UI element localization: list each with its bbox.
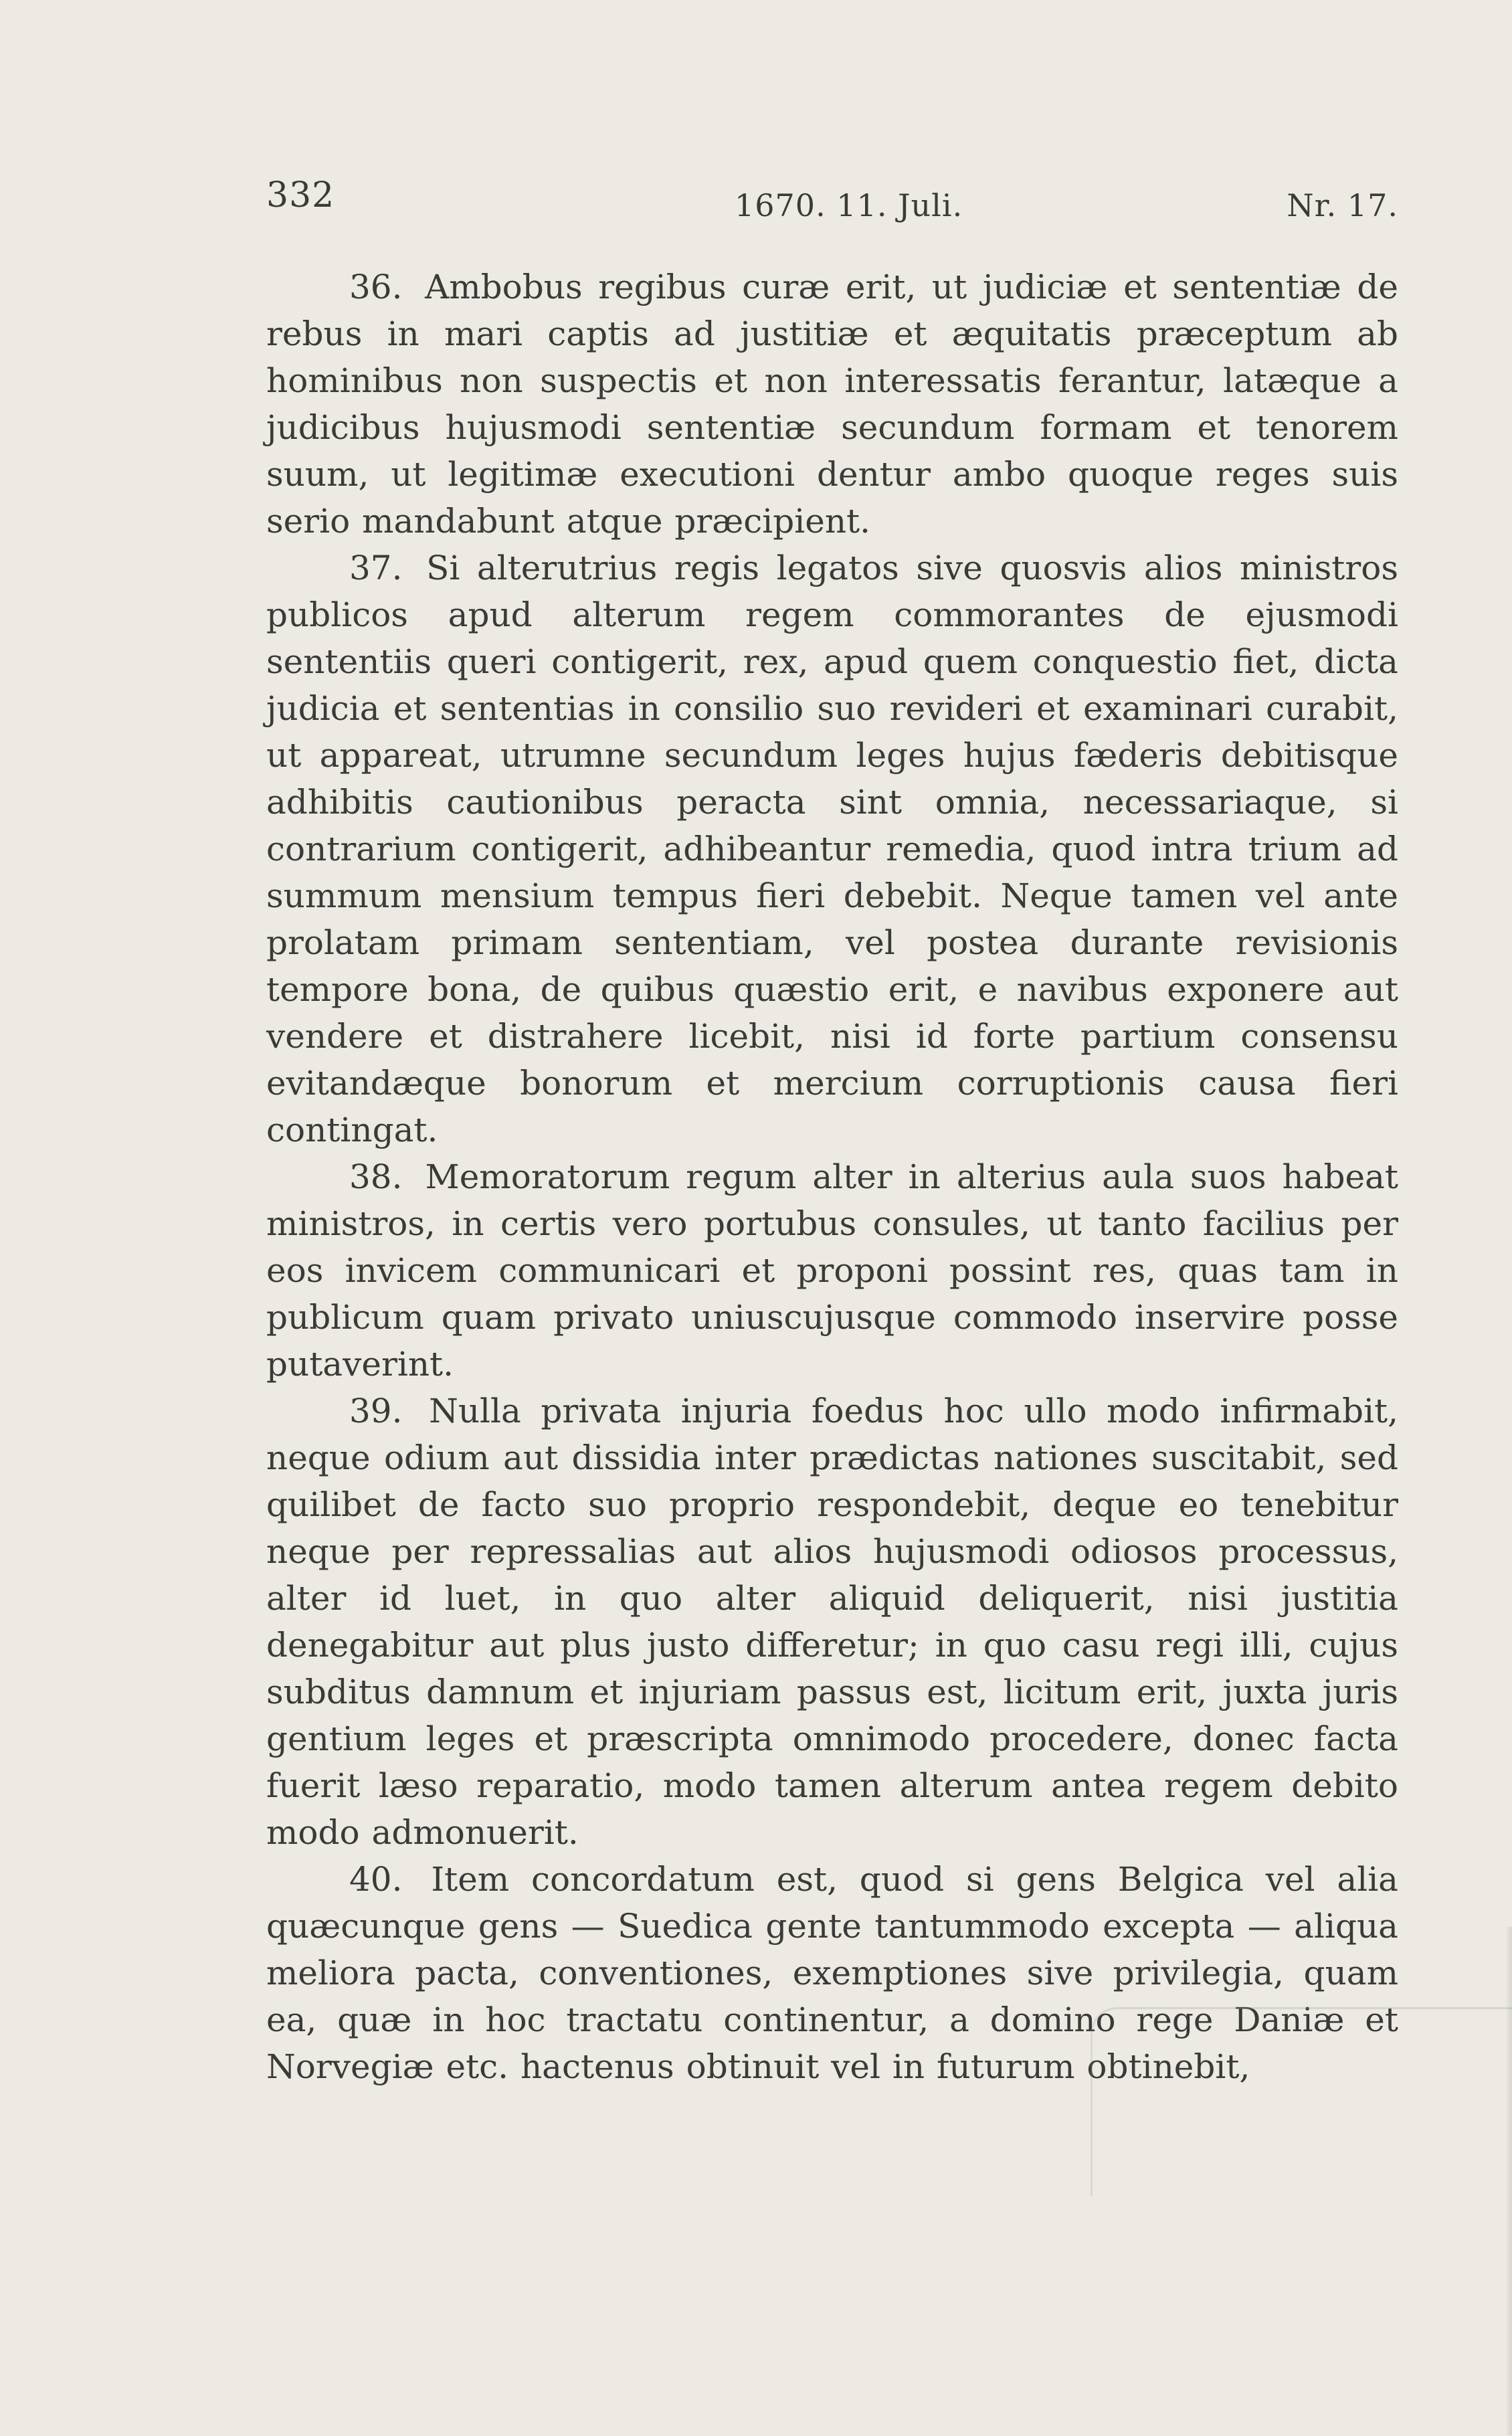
paragraph-36 [266,264,1398,545]
paragraph-38 [266,1153,1398,1388]
paragraph-text: Ambobus regibus curæ erit, ut judiciæ et sententiæ de rebus in mari captis ad justitiæ et æquitatis præceptum ab hominibus non suspectis et non interessatis ferantur, latæque a judicibus hujusmodi sententiæ secundum formam et tenorem suum, ut legitimæ executioni dentur ambo quoque reges suis serio mandabunt atque præcipient. [266,268,1398,541]
paragraph-37 [266,545,1398,1153]
paper-crease [1091,2007,1512,2196]
paragraph-number: 37. [349,549,403,587]
paragraph-number: 40. [349,1860,403,1899]
paragraph-text: Item concordatum est, quod si gens Belgica vel alia quæcunque gens — Suedica gente tantummodo excepta — aliqua meliora pacta, conventiones, exemptiones sive privilegia, quam ea, quæ in hoc tractatu continentur, a domino rege Daniæ et Norvegiæ etc. hactenus obtinuit vel in futurum obtinebit, [266,1860,1398,2086]
header-date: 1670. 11. Juli. [735,187,963,223]
paragraph-text: Si alterutrius regis legatos sive quosvis alios ministros publicos apud alterum regem commorantes de ejusmodi sententiis queri contigerit, rex, apud quem conquestio fiet, dicta judicia et sententias in consilio suo revideri et examinari curabit, ut appareat, utrumne secundum leges hujus fæderis debitisque adhibitis cautionibus peracta sint omnia, necessariaque, si contrarium contigerit, adhibeantur remedia, quod intra trium ad summum mensium tempus fieri debebit. Neque tamen vel ante prolatam primam sententiam, vel postea durante revisionis tempore bona, de quibus quæstio erit, e navibus exponere aut vendere et distrahere licebit, nisi id forte partium consensu evitandæque bonorum et mercium corruptionis causa fieri contingat. [266,549,1398,1149]
paragraph-number: 39. [349,1392,403,1430]
paragraph-number: 38. [349,1157,403,1196]
paragraph-text: Memoratorum regum alter in alterius aula suos habeat ministros, in certis vero portubus consules, ut tanto facilius per eos invicem communicari et proponi possint res, quas tam in publicum quam privato uniuscujusque commodo inservire posse putaverint. [266,1157,1398,1384]
page-header [266,175,1398,229]
page-number: 332 [266,175,335,215]
page-edge-shadow [1505,1927,1512,2435]
document-number: Nr. 17. [1287,187,1398,223]
paragraph-text: Nulla privata injuria foedus hoc ullo modo infirmabit, neque odium aut dissidia inter prædictas nationes suscitabit, sed quilibet de facto suo proprio respondebit, deque eo tenebitur neque per repressalias aut alios hujusmodi odiosos processus, alter id luet, in quo alter aliquid deliquerit, nisi justitia denegabitur aut plus justo differetur; in quo casu regi illi, cujus subditus damnum et injuriam passus est, licitum erit, juxta juris gentium leges et præscripta omnimodo procedere, donec facta fuerit læso reparatio, modo tamen alterum antea regem debito modo admonuerit. [266,1392,1398,1852]
page-body [266,264,1398,2090]
paragraph-number: 36. [349,268,403,306]
paragraph-39 [266,1388,1398,1856]
